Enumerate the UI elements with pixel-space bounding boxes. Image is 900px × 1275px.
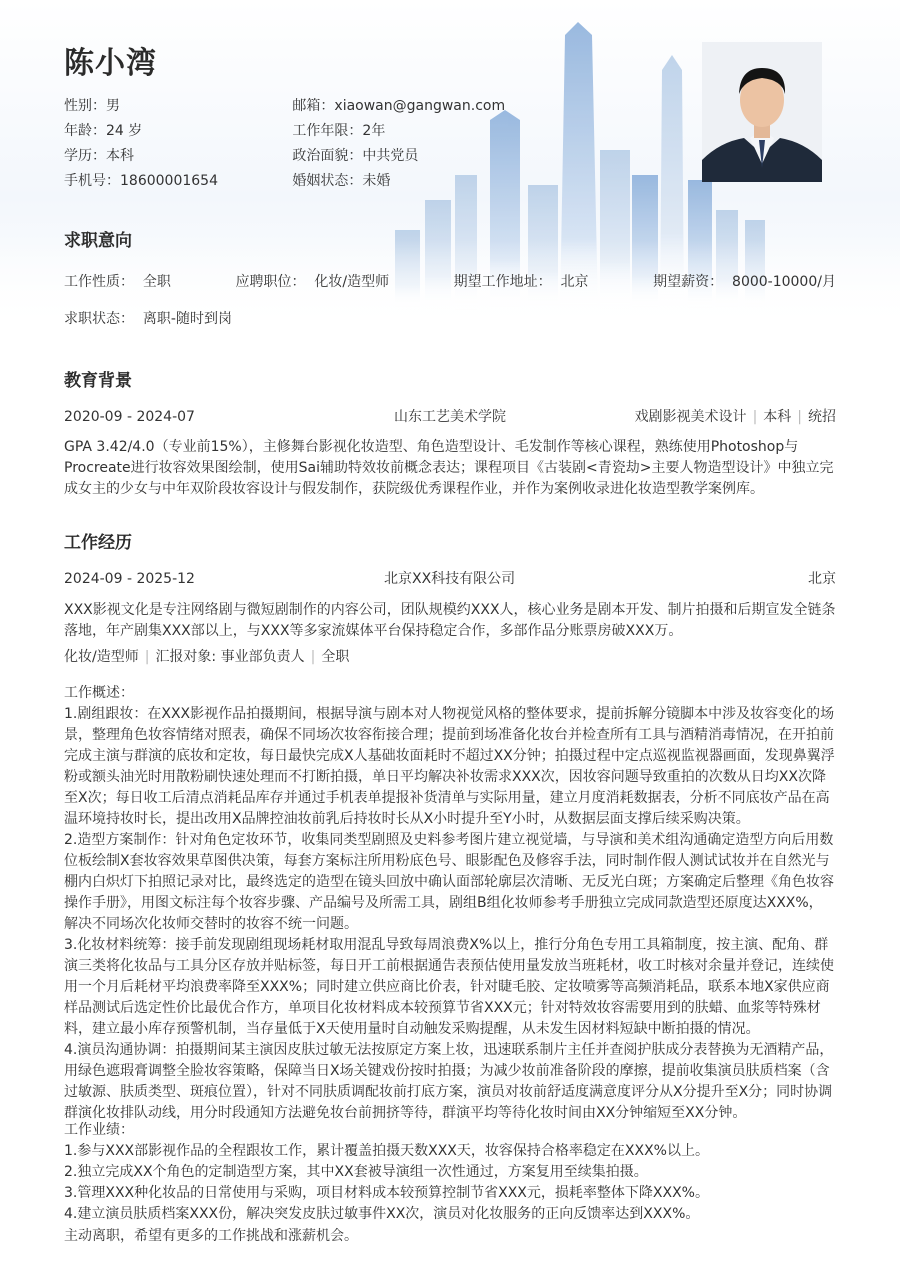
work-job-type: 全职: [321, 649, 350, 665]
phone-field: 手机号：18600001654: [64, 173, 218, 189]
education-school: 山东工艺美术学院: [394, 409, 506, 425]
intent-salary: 期望薪资： 8000-10000/月: [653, 274, 836, 290]
section-title-work: 工作经历: [64, 533, 132, 553]
work-meta-row: 化妆/造型师 | 汇报对象: 事业部负责人 | 全职: [64, 649, 350, 665]
marital-status-field: 婚姻状态：未婚: [292, 173, 391, 189]
work-report-to: 汇报对象: 事业部负责人: [155, 649, 305, 665]
education-period: 2020-09 - 2024-07: [64, 409, 195, 425]
achievement-item: 3.管理XXX种化妆品的日常使用与采购，项目材料成本较预算控制节省XXX元，损耗率整体下降XXX%。: [64, 1185, 709, 1201]
political-status-field: 政治面貌：中共党员: [292, 148, 419, 164]
avatar-portrait-icon: [702, 42, 822, 182]
work-achievements: [64, 1120, 836, 1225]
overview-item: 1.剧组跟妆：在XXX影视作品拍摄期间，根据导演与剧本对人物视觉风格的整体要求，提前拆解分镜脚本中涉及妆容变化的场景，整理角色妆容情绪对照表，确保不同场次妆容衔接合理；提前到场准备化妆台并检查所有工具与酒精消毒情况，在开拍前完成主演与群演的底妆和定妆，每日最快完成X人基础妆面耗时不超过XX分钟；拍摄过程中定点巡视监视器画面，发现鼻翼浮粉或额头油光时用散粉刷快速处理而不打断拍摄，单日平均解决补妆需求XXX次，因妆容问题导致重拍的次数从日均XX次降至X次；每日收工后清点消耗品库存并通过手机表单提报补货清单与实际用量，建立月度消耗数据表，分析不同底妆产品在高温环境持妆时长，提出改用X品牌控油妆前乳后持妆时长从X小时提升至Y小时，从数据层面支撑后续采购决策。: [64, 706, 835, 827]
intent-status: 求职状态： 离职-随时到岗: [64, 311, 232, 327]
achievement-title: 工作业绩：: [64, 1122, 134, 1138]
education-major-meta: 戏剧影视美术设计 | 本科 | 统招: [634, 409, 836, 425]
intent-row: [64, 271, 836, 293]
education-header-row: [64, 406, 836, 428]
section-title-education: 教育背景: [64, 371, 132, 391]
overview-item: 4.演员沟通协调：拍摄期间某主演因皮肤过敏无法按原定方案上妆，迅速联系制片主任并查阅护肤成分表替换为无酒精产品，用绿色遮瑕膏调整全脸妆容策略，保障当日X场关键戏份按时拍摄；为减少妆前准备阶段的摩擦，提前收集演员肤质档案（含过敏源、肤质类型、斑痕位置），针对不同肤质调配妆前打底方案，演员对妆前舒适度满意度评分从X分提升至X分；同时协调群演化妆排队动线，用分时段通知方法避免妆台前拥挤等待，群演平均等待化妆时间由XX分钟缩短至XX分钟。: [64, 1042, 834, 1121]
intent-location: 期望工作地址： 北京: [453, 274, 589, 290]
work-years-field: 工作年限：2年: [292, 123, 386, 139]
achievement-item: 2.独立完成XX个角色的定制造型方案，其中XX套被导演组一次性通过，方案复用至续集拍摄。: [64, 1164, 648, 1180]
work-header-row: [64, 568, 836, 590]
work-position: 化妆/造型师: [64, 649, 139, 665]
work-city: 北京: [808, 571, 836, 587]
overview-item: 2.造型方案制作：针对角色定妆环节，收集同类型剧照及史料参考图片建立视觉墙，与导演和美术组沟通确定造型方向后用数位板绘制X套妆容效果草图供决策，每套方案标注所用粉底色号、眼影配色及修容手法，同时制作假人测试试妆并在自然光与棚内白炽灯下拍照记录对比，最终选定的造型在镜头回放中确认面部轮廓层次清晰、无反光白斑；方案确定后整理《角色妆容操作手册》，用图文标注每个妆容步骤、产品编号及所需工具，剧组B组化妆师参考手册独立完成同款造型还原度达XXX%，解决不同场次化妆师交替时的妆容不统一问题。: [64, 832, 834, 932]
email-field: 邮箱：xiaowan@gangwan.com: [292, 98, 506, 114]
candidate-name: 陈小湾: [64, 46, 157, 81]
education-description: GPA 3.42/4.0（专业前15%），主修舞台影视化妆造型、角色造型设计、毛发制作等核心课程，熟练使用Photoshop与Procreate进行妆容效果图绘制，使用Sai辅助特效妆前概念表达；课程项目《古装剧<青瓷劫>主要人物造型设计》中独立完成女主的少女与中年双阶段妆容设计与假发制作，获院级优秀课程作业，并作为案例收录进化妆造型教学案例库。: [64, 439, 834, 497]
basic-info: [64, 94, 584, 194]
section-title-intent: 求职意向: [64, 231, 132, 251]
overview-item: 3.化妆材料统筹：接手前发现剧组现场耗材取用混乱导致每周浪费X%以上，推行分角色专用工具箱制度，按主演、配角、群演三类将化妆品与工具分区存放并贴标签，每日开工前根据通告表预估使用量发放当班耗材，收工时核对余量并登记，连续使用一个月后耗材平均浪费率降至XXX%；同时建立供应商比价表，针对睫毛胶、定妆喷雾等高频消耗品，联系本地X家供应商样品测试后选定性价比最优合作方，单项目化妆材料成本较预算节省XXX元；针对特效妆容需要用到的肤蜡、血浆等特殊材料，建立最小库存预警机制，当存量低于X天使用量时自动触发采购提醒，从未发生因材料短缺中断拍摄的情况。: [64, 937, 834, 1037]
achievement-item: 4.建立演员肤质档案XXX份，解决突发皮肤过敏事件XX次，演员对化妆服务的正向反馈率达到XXX%。: [64, 1206, 700, 1222]
work-company: 北京XX科技有限公司: [384, 571, 516, 587]
intent-position: 应聘职位： 化妆/造型师: [235, 274, 390, 290]
age-field: 年龄：24 岁: [64, 123, 143, 139]
education-level-field: 学历：本科: [64, 148, 134, 164]
intent-work-type: 工作性质： 全职: [64, 274, 171, 290]
work-overview: [64, 683, 836, 1124]
leave-reason: 主动离职，希望有更多的工作挑战和涨薪机会。: [64, 1228, 358, 1244]
achievement-item: 1.参与XXX部影视作品的全程跟妆工作，累计覆盖拍摄天数XXX天，妆容保持合格率稳定在XXX%以上。: [64, 1143, 709, 1159]
gender-field: 性别：男: [64, 98, 120, 114]
overview-title: 工作概述：: [64, 685, 134, 701]
work-period: 2024-09 - 2025-12: [64, 571, 195, 587]
profile-photo: [702, 42, 822, 182]
company-description: XXX影视文化是专注网络剧与微短剧制作的内容公司，团队规模约XXX人，核心业务是剧本开发、制片拍摄和后期宣发全链条落地，年产剧集XXX部以上，与XXX等多家流媒体平台保持稳定合作，多部作品分账票房破XXX万。: [64, 602, 836, 639]
